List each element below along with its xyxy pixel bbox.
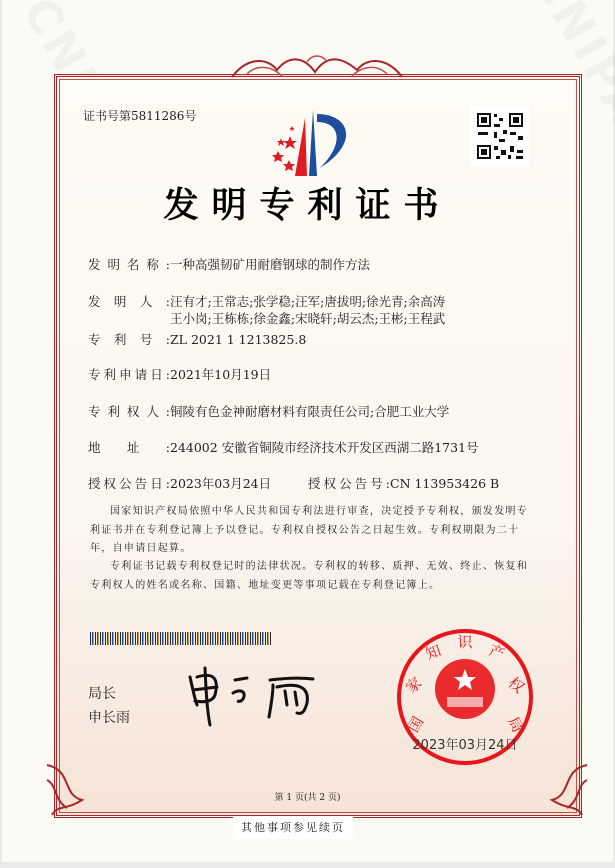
field-address: 地址:244002 安徽省铜陵市经济技术开发区西湖二路1731号: [88, 440, 479, 455]
svg-text:产: 产: [486, 641, 507, 664]
svg-text:识: 识: [457, 633, 473, 651]
top-ornament-icon: [227, 52, 407, 82]
statement-paragraph: 国家知识产权局依照中华人民共和国专利法进行审查，决定授予专利权，颁发发明专利证书并在专利登记簿上予以登记。专利权自授权公告之日起生效。专利权期限为二十年，自申请日起算。: [90, 506, 529, 554]
official-seal: [395, 627, 535, 767]
svg-text:国: 国: [404, 713, 428, 736]
field-application-date: 专利申请日:2021年10月19日: [88, 367, 272, 382]
field-grant-number: 授权公告号:CN 113953426 B: [308, 476, 500, 491]
field-patent-number: 专利号:ZL 2021 1 1213825.8: [88, 332, 307, 347]
field-invention-name: 发明名称:一种高强韧矿用耐磨钢球的制作方法: [88, 257, 371, 272]
field-inventors-line2: 王小岗;王栋栋;徐金鑫;宋晓轩;胡云杰;王彬;王程武: [170, 311, 446, 326]
barcode: [90, 632, 271, 645]
svg-text:家: 家: [402, 673, 426, 697]
page-title: 发明专利证书: [163, 186, 452, 226]
field-grant-date: 授权公告日:2023年03月24日: [88, 476, 272, 491]
certificate-number: 证书号第5811286号: [83, 109, 197, 123]
cnipa-logo-icon: [265, 108, 355, 178]
signature-image: [185, 665, 320, 730]
page-indicator: 第 1 页(共 2 页): [274, 793, 341, 803]
svg-text:局: 局: [503, 713, 527, 736]
field-inventors: 发明人:汪有才;王常志;张学稳;汪军;唐拔明;徐光青;余高涛: [88, 294, 446, 309]
seal-date: 2023年03月24日: [412, 738, 518, 753]
signatory-role: 局长: [88, 686, 116, 702]
svg-text:知: 知: [423, 641, 444, 664]
svg-text:权: 权: [504, 673, 528, 697]
signatory-name: 申长雨: [88, 710, 130, 726]
footer-note: 其他事项参见续页: [233, 817, 353, 839]
qr-code[interactable]: [470, 106, 530, 166]
statement-paragraph: 专利证书记载专利权登记时的法律状况。专利权的转移、质押、无效、终止、恢复和专利权人的姓名或名称、国籍、地址变更等事项记载在专利登记簿上。: [90, 561, 529, 591]
field-patentee: 专利权人:铜陵有色金神耐磨材料有限责任公司;合肥工业大学: [88, 404, 450, 419]
